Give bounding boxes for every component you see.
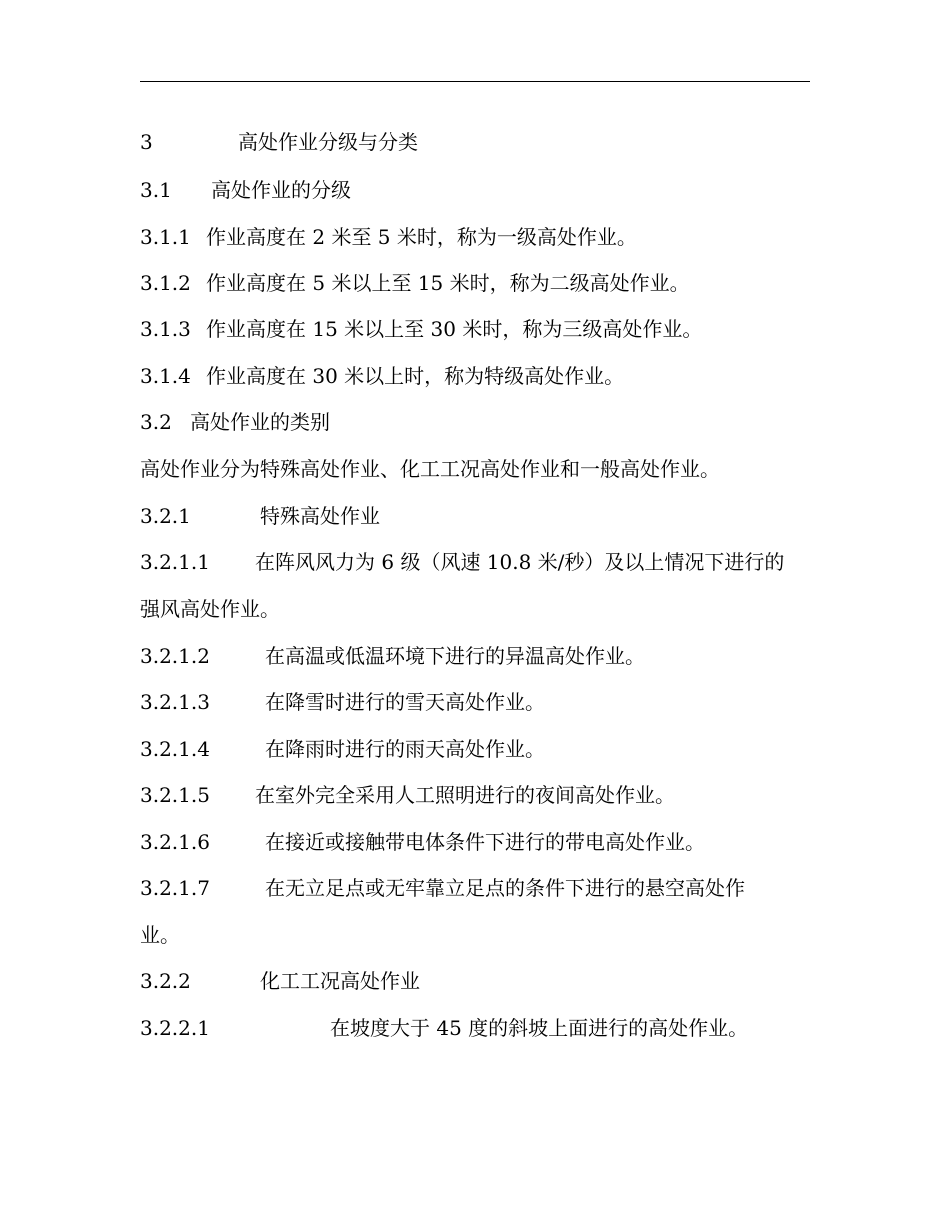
clause-number: 3.2.1.2 [140, 644, 210, 668]
clause-3-1-3 [140, 317, 702, 341]
clause-3-2-1-2 [140, 644, 645, 668]
clause-3-2-1-6 [140, 830, 705, 854]
clause-text-continued: 业。 [140, 923, 180, 947]
clause-number: 3.1.2 [140, 271, 191, 295]
clause-text: 作业高度在 5 米以上至 15 米时，称为二级高处作业。 [206, 271, 690, 295]
section-heading-3-2 [140, 410, 330, 434]
clause-text: 在降雪时进行的雪天高处作业。 [265, 690, 545, 714]
section-number: 3.2.2 [140, 969, 191, 993]
clause-text: 在室外完全采用人工照明进行的夜间高处作业。 [255, 783, 675, 807]
section-title: 化工工况高处作业 [260, 969, 420, 993]
section-number: 3 [140, 130, 153, 154]
clause-number: 3.2.2.1 [140, 1016, 210, 1040]
clause-3-1-4 [140, 364, 624, 388]
clause-3-2-1-1-continued [140, 597, 280, 621]
clause-3-2-1-7-continued [140, 923, 180, 947]
clause-number: 3.2.1.3 [140, 690, 210, 714]
clause-3-2-1-1 [140, 550, 784, 574]
clause-number: 3.2.1.6 [140, 830, 210, 854]
section-title: 高处作业分级与分类 [238, 130, 418, 154]
clause-number: 3.2.1.7 [140, 876, 210, 900]
clause-number: 3.1.3 [140, 317, 191, 341]
section-heading-3-2-1 [140, 504, 380, 528]
section-heading-3 [140, 130, 418, 154]
section-number: 3.2.1 [140, 504, 191, 528]
header-rule [140, 81, 810, 82]
clause-3-2-2-1 [140, 1016, 748, 1040]
clause-number: 3.1.1 [140, 225, 191, 249]
section-title: 特殊高处作业 [260, 504, 380, 528]
clause-3-2-1-3 [140, 690, 545, 714]
section-number: 3.1 [140, 178, 172, 202]
clause-number: 3.2.1.4 [140, 737, 210, 761]
clause-text: 在接近或接触带电体条件下进行的带电高处作业。 [265, 830, 705, 854]
clause-text: 作业高度在 30 米以上时，称为特级高处作业。 [206, 364, 625, 388]
clause-3-2-1-7 [140, 876, 745, 900]
clause-text-continued: 强风高处作业。 [140, 597, 280, 621]
section-title: 高处作业的类别 [190, 410, 330, 434]
clause-text: 在高温或低温环境下进行的异温高处作业。 [265, 644, 645, 668]
clause-text: 作业高度在 2 米至 5 米时，称为一级高处作业。 [206, 225, 637, 249]
clause-3-2-1-5 [140, 783, 675, 807]
clause-3-1-1 [140, 225, 637, 249]
clause-number: 3.1.4 [140, 364, 191, 388]
clause-text: 作业高度在 15 米以上至 30 米时，称为三级高处作业。 [206, 317, 703, 341]
clause-text: 在坡度大于 45 度的斜坡上面进行的高处作业。 [330, 1016, 749, 1040]
clause-3-1-2 [140, 271, 690, 295]
section-title: 高处作业的分级 [211, 178, 351, 202]
paragraph-text: 高处作业分为特殊高处作业、化工工况高处作业和一般高处作业。 [140, 457, 720, 481]
section-heading-3-1 [140, 178, 351, 202]
body-paragraph [140, 457, 720, 481]
clause-number: 3.2.1.5 [140, 783, 210, 807]
clause-number: 3.2.1.1 [140, 550, 210, 574]
clause-text: 在降雨时进行的雨天高处作业。 [265, 737, 545, 761]
clause-text: 在无立足点或无牢靠立足点的条件下进行的悬空高处作 [265, 876, 745, 900]
section-number: 3.2 [140, 410, 172, 434]
clause-text: 在阵风风力为 6 级（风速 10.8 米/秒）及以上情况下进行的 [255, 550, 785, 574]
clause-3-2-1-4 [140, 737, 545, 761]
section-heading-3-2-2 [140, 969, 420, 993]
